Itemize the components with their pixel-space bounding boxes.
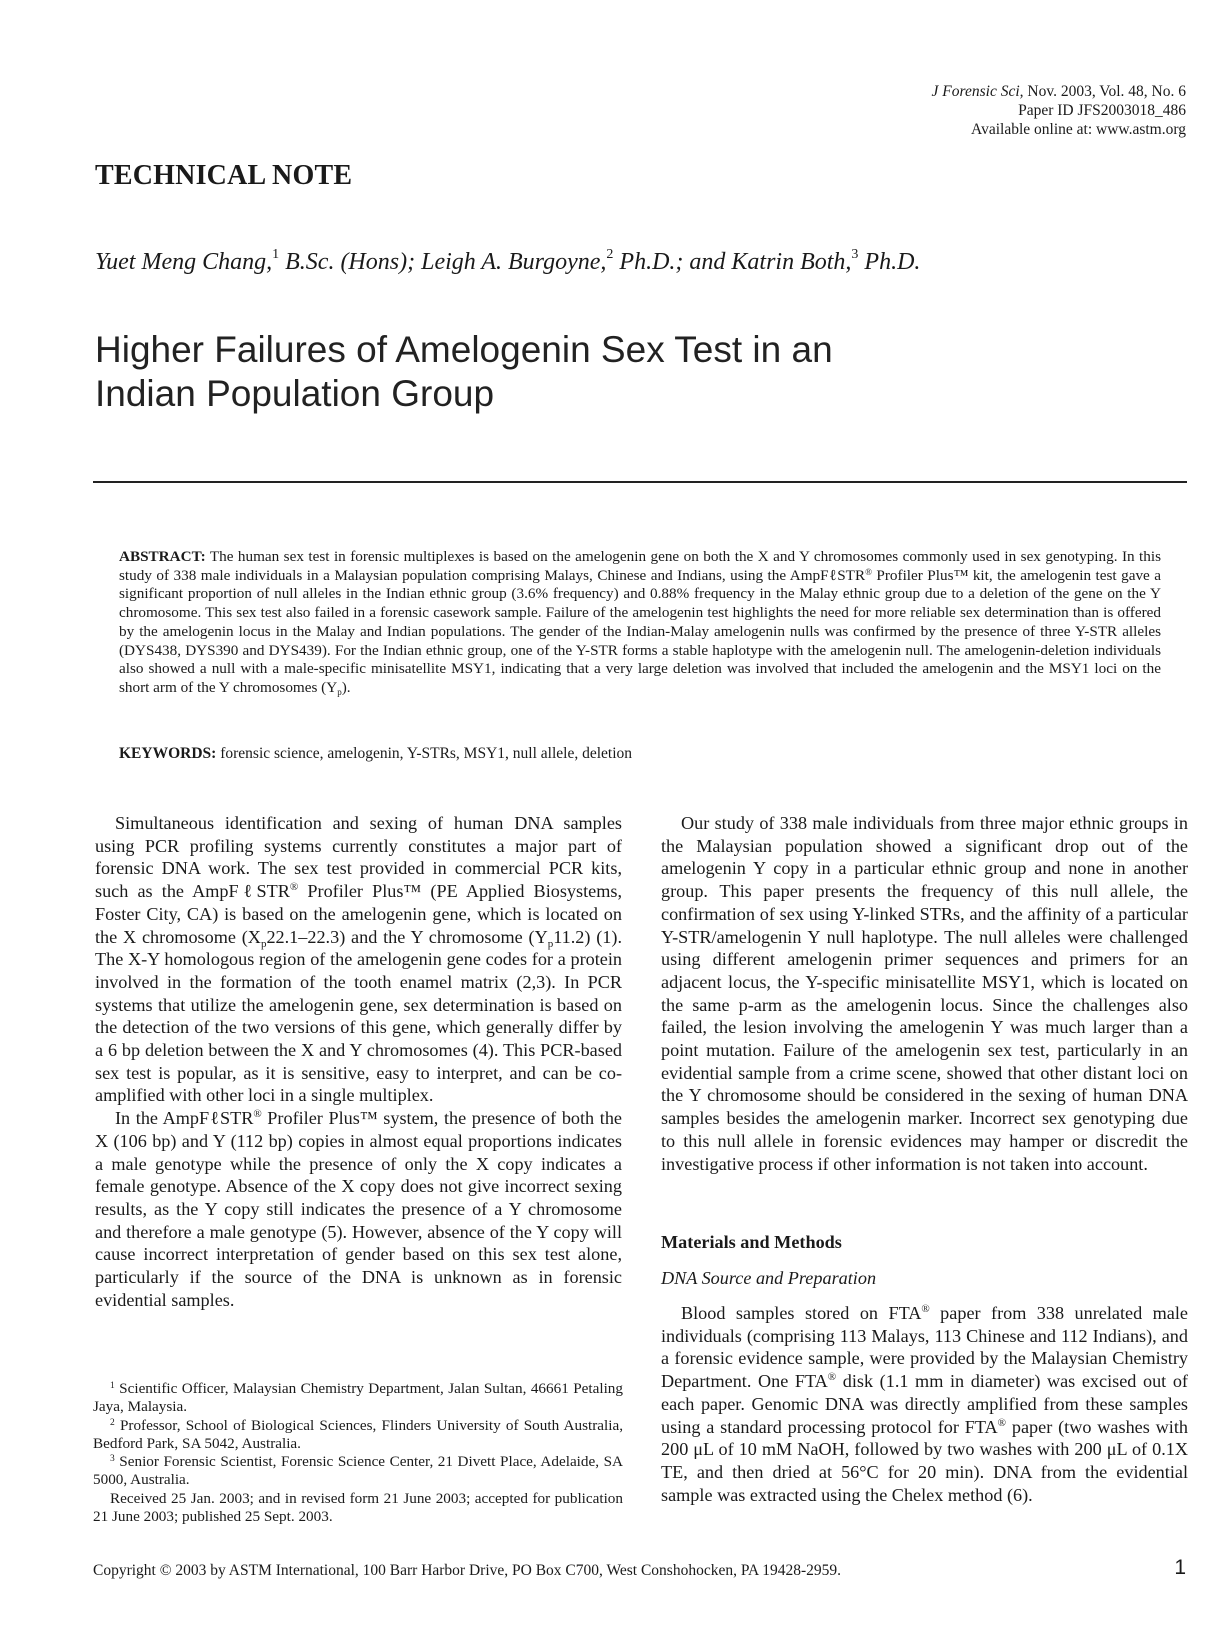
paragraph [661,1302,1188,1506]
journal-header [932,82,1186,139]
keywords-text: forensic science, amelogenin, Y-STRs, MSY1, null allele, deletion [216,745,633,762]
subscript: p [547,937,554,950]
paragraph [95,812,622,1107]
keywords-label: KEYWORDS: [119,745,217,762]
title-line-2: Indian Population Group [95,373,495,414]
footnote [93,1453,623,1490]
title-divider [93,481,1187,483]
section-heading: Materials and Methods [661,1232,842,1252]
journal-name: J Forensic Sci, [931,83,1024,100]
paper-id: Paper ID JFS2003018_486 [1018,102,1186,119]
abstract [119,548,1161,698]
footnote-text: Senior Forensic Scientist, Forensic Science Center, 21 Divett Place, Adelaide, SA 5000, Australia. [93,1453,623,1489]
text-run: Profiler Plus™ (PE Applied Biosystems, Foster City, CA) is based on the amelogenin gene, which is located on the X chromosome (X [95,881,622,947]
registered-mark: ® [253,1108,262,1121]
copyright-notice: Copyright © 2003 by ASTM International, 100 Barr Harbor Drive, PO Box C700, West Conshohocken, PA 19428-2959. [93,1562,842,1579]
affiliation-mark: 2 [606,247,614,262]
title-line-1: Higher Failures of Amelogenin Sex Test in an [95,329,833,370]
footnotes [93,1380,623,1526]
subscript: p [260,937,267,950]
footnote-mark: 2 [110,1417,115,1428]
footnote-text: Scientific Officer, Malaysian Chemistry Department, Jalan Sultan, 46661 Petaling Jaya, Malaysia. [93,1380,623,1416]
author-name: Leigh A. Burgoyne, [421,249,607,275]
body-column-right-continued [661,1302,1188,1506]
abstract-text: ). [341,678,351,696]
paragraph: Our study of 338 male individuals from three major ethnic groups in the Malaysian population showed a significant drop out of the amelogenin Y copy in a particular ethnic group and none in another group. This paper presents the frequency of this null allele, the confirmation of sex using Y-linked STRs, and the affinity of a particular Y-STR/amelogenin Y null haplotype. The null alleles were challenged using different amelogenin primer sequences and primers for an adjacent locus, the Y-specific minisatellite MSY1, which is located on the same p-arm as the amelogenin locus. Since the challenges also failed, the lesion involving the amelogenin Y was much larger than a point mutation. Failure of the amelogenin sex test, particularly in an evidential sample from a crime scene, showed that other distant loci on the Y chromosome should be considered in the sexing of human DNA samples besides the amelogenin marker. Incorrect sex genotyping due to this null allele in forensic evidences may hamper or discredit the investigative process if other information is not taken into account. [661,813,1188,1174]
article-type-label: TECHNICAL NOTE [95,160,353,191]
footnote [93,1417,623,1454]
text-run: Blood samples stored on FTA [681,1303,922,1323]
text-run: 22.1–22.3) and the Y chromosome (Y [266,926,548,947]
footnote-text: Professor, School of Biological Sciences, Flinders University of South Australia, Bedford Park, SA 5042, Australia. [93,1416,623,1452]
author-name: Yuet Meng Chang, [95,249,273,275]
text-run: Profiler Plus™ system, the presence of both the X (106 bp) and Y (112 bp) copies in almost equal proportions indicates a male genotype while the presence of only the X copy indicates a female genotype. Absence of the X copy does not give incorrect sexing results, as the Y copy still indicates the presence of a Y chromosome and therefore a male genotype (5). However, absence of the Y copy will cause incorrect interpretation of gender based on this sex test alone, particularly if the source of the DNA is unknown as in forensic evidential samples. [95,1108,622,1310]
paragraph [95,1107,622,1311]
text-run: 11.2) (1). The X-Y homologous region of the amelogenin gene codes for a protein involved in the formation of the tooth enamel matrix (2,3). In PCR systems that utilize the amelogenin gene, sex determination is based on the detection of the two versions of this gene, which generally differ by a 6 bp deletion between the X and Y chromosomes (4). This PCR-based sex test is popular, as it is sensitive, easy to interpret, and can be co-amplified with other loci in a single multiplex. [95,926,622,1106]
abstract-text: Profiler Plus™ kit, the amelogenin test gave a significant proportion of null alleles in the Indian ethnic group (3.6% frequency) and 0.88% frequency in the Malay ethnic group due to a deletion of the gene on the Y chromosome. This sex test also failed in a forensic casework sample. Failure of the amelogenin test highlights the need for more reliable sex determination than is offered by the amelogenin locus in the Malay and Indian populations. The gender of the Indian-Malay amelogenin nulls was confirmed by the presence of three Y-STR alleles (DYS438, DYS390 and DYS439). For the Indian ethnic group, one of the Y-STR forms a stable haplotype with the amelogenin null. The amelogenin-deletion individuals also showed a null with a male-specific minisatellite MSY1, indicating that a very large deletion was involved that included the amelogenin and the MSY1 loci on the short arm of the Y chromosomes (Y [119,566,1162,696]
availability-note: Available online at: www.astm.org [971,121,1186,138]
text-run: Simultaneous identification and sexing of human DNA samples using PCR profiling systems currently constitutes a major part of forensic DNA work. The sex test provided in commercial PCR kits, such as the AmpFℓSTR [95,813,622,902]
abstract-label: ABSTRACT: [119,548,206,565]
registered-mark: ® [865,566,872,577]
text-run: In the AmpFℓSTR [115,1108,254,1129]
affiliation-mark: 3 [851,247,859,262]
footnote-mark: 1 [110,1381,115,1391]
author-name: Katrin Both, [731,249,852,275]
footnote-mark: 3 [110,1454,115,1465]
registered-mark: ® [921,1303,930,1315]
author-degree: Ph.D.; and [613,249,732,275]
footnote [93,1490,623,1527]
abstract-text: The human sex test in forensic multiplexes is based on the amelogenin gene on both the X and Y chromosomes commonly used in sex genotyping. In this study of 338 male individuals in a Malaysian population comprising Malays, Chinese and Indians, using the AmpFℓSTR [119,548,1161,584]
body-column-left [95,812,622,1311]
keywords [119,745,1159,763]
text-run: disk (1.1 mm in diameter) was excised out of each paper. Genomic DNA was directly amplified from these samples using a standard processing protocol for FTA [661,1371,1188,1437]
article-title [95,328,995,416]
page-number: 1 [1174,1556,1186,1579]
body-column-right [661,812,1188,1175]
text-run: paper from 338 unrelated male individuals (comprising 113 Malays, 113 Chinese and 112 Indians), and a forensic evidence sample, were provided by the Malaysian Chemistry Department. One FTA [661,1303,1188,1392]
text-run: paper (two washes with 200 μL of 10 mM NaOH, followed by two washes with 200 μL of 0.1X TE, and then dried at 56°C for 20 min). DNA from the evidential sample was extracted using the Chelex method (6). [661,1416,1188,1505]
registered-mark: ® [289,881,299,894]
author-degree: Ph.D. [858,249,921,275]
registered-mark: ® [997,1416,1007,1429]
footnote-text: Received 25 Jan. 2003; and in revised form 21 June 2003; accepted for publication 21 June 2003; published 25 Sept. 2003. [93,1489,623,1526]
journal-issue: Nov. 2003, Vol. 48, No. 6 [1023,83,1186,100]
registered-mark: ® [827,1371,837,1384]
affiliation-mark: 1 [272,247,280,262]
footnote [93,1380,623,1417]
subscript: p [337,686,342,697]
journal-citation [932,82,1186,101]
author-list [95,249,920,276]
author-degree: B.Sc. (Hons); [279,249,422,275]
subsection-heading: DNA Source and Preparation [661,1268,877,1288]
